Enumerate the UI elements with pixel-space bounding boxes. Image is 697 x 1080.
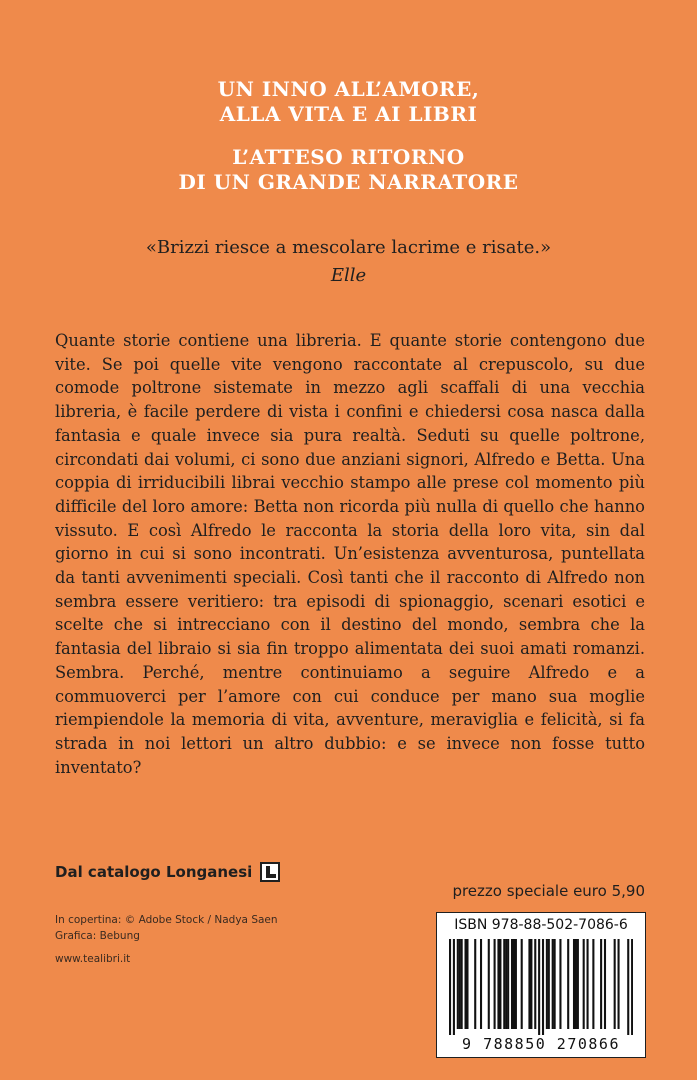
barcode-bar xyxy=(449,939,451,1035)
headline-line-4: DI UN GRANDE NARRATORE xyxy=(178,170,519,194)
barcode-bar xyxy=(513,939,515,1029)
headline-line-2: ALLA VITA E AI LIBRI xyxy=(219,102,478,126)
barcode-bar xyxy=(507,939,509,1029)
barcode-bar xyxy=(521,939,523,1029)
barcode-bar xyxy=(474,939,476,1029)
barcode-bar xyxy=(575,939,577,1029)
headline-group-1 xyxy=(0,77,697,127)
barcode-bar xyxy=(548,939,550,1029)
barcode-bar xyxy=(497,939,499,1029)
barcode-bar xyxy=(466,939,468,1029)
barcode-bar xyxy=(592,939,594,1029)
barcode-bar xyxy=(457,939,459,1029)
barcode-bar xyxy=(488,939,490,1029)
barcode-bar xyxy=(559,939,561,1029)
barcode-bar xyxy=(459,939,461,1029)
barcode-bar xyxy=(480,939,482,1029)
publisher-website: www.tealibri.it xyxy=(55,953,131,965)
cover-credit: In copertina: © Adobe Stock / Nadya Saen xyxy=(55,914,278,926)
barcode-bar xyxy=(577,939,579,1029)
barcode-bar xyxy=(534,939,536,1029)
barcode-bar xyxy=(461,939,463,1029)
press-quote xyxy=(0,234,697,290)
barcode-bar xyxy=(464,939,466,1029)
isbn-text: ISBN 978-88-502-7086-6 xyxy=(454,917,628,933)
design-credit: Grafica: Bebung xyxy=(55,930,140,942)
barcode-bar xyxy=(604,939,606,1029)
barcode-bar xyxy=(618,939,620,1029)
catalog-label: Dal catalogo Longanesi xyxy=(55,863,253,881)
barcode-bar xyxy=(554,939,556,1029)
barcode-bar xyxy=(503,939,505,1029)
headline-line-1: UN INNO ALL’AMORE, xyxy=(217,77,480,101)
credits xyxy=(55,912,278,944)
headline-group-2 xyxy=(0,145,697,195)
barcode-bar xyxy=(600,939,602,1029)
barcode-box xyxy=(436,912,646,1058)
barcode-bars xyxy=(449,939,633,1035)
barcode-bar xyxy=(567,939,569,1029)
quote-text: «Brizzi riesce a mescolare lacrime e risate.» xyxy=(145,237,552,258)
barcode-bar xyxy=(453,939,455,1035)
barcode-bar xyxy=(542,939,544,1035)
barcode-bar xyxy=(530,939,532,1029)
longanesi-logo-icon xyxy=(260,862,280,882)
quote-source: Elle xyxy=(330,265,367,286)
price-label: prezzo speciale euro 5,90 xyxy=(452,882,645,900)
barcode-bar xyxy=(546,939,548,1029)
barcode-bar xyxy=(511,939,513,1029)
catalog-line xyxy=(55,862,280,882)
barcode-bar xyxy=(538,939,540,1035)
barcode-bar xyxy=(528,939,530,1029)
book-blurb: Quante storie contiene una libreria. E quante storie contengono due vite. Se poi quelle vite vengono raccontate al crepuscolo, su due comode poltrone sistemate in mezzo agli scaffali di una vecchia libreria, è facile perdere di vista i confini e chiedersi cosa nasca dalla fantasia e quale invece sia pura realtà. Seduti su quelle poltrone, circondati dai volumi, ci sono due anziani signori, Alfredo e Betta. Una coppia di irriducibili librai vecchio stampo alle prese col momento più difficile del loro amore: Betta non ricorda più nulla di quello che hanno vissuto. E così Alfredo le racconta la storia della loro vita, sin dal giorno in cui si sono incontrati. Un’esistenza avventurosa, puntellata da tanti avvenimenti speciali. Così tanti che il racconto di Alfredo non sembra essere veritiero: tra episodi di spionaggio, scenari esotici e scelte che si intrecciano con il destino del mondo, sembra che la fantasia del libraio si sia fin troppo alimentata dei suoi amati romanzi. Sembra. Perché, mentre continuiamo a seguire Alfredo e a commuoverci per l’amore con cui conduce per mano sua moglie riempiendole la memoria di vita, avventure, meraviglia e felicità, si fa strada in noi lettori un altro dubbio: e se invece non fosse tutto inventato? xyxy=(55,331,645,777)
barcode-bar xyxy=(494,939,496,1029)
barcode-bar xyxy=(552,939,554,1029)
barcode-bar xyxy=(587,939,589,1029)
barcode-bar xyxy=(614,939,616,1029)
barcode-bar xyxy=(583,939,585,1029)
barcode-bar xyxy=(631,939,633,1035)
barcode-bar xyxy=(515,939,517,1029)
ean-digits: 9 788850 270866 xyxy=(462,1035,620,1053)
barcode-bar xyxy=(499,939,501,1029)
headline-line-3: L’ATTESO RITORNO xyxy=(232,145,465,169)
barcode-bar xyxy=(505,939,507,1029)
barcode-bar xyxy=(573,939,575,1029)
barcode-bar xyxy=(627,939,629,1035)
